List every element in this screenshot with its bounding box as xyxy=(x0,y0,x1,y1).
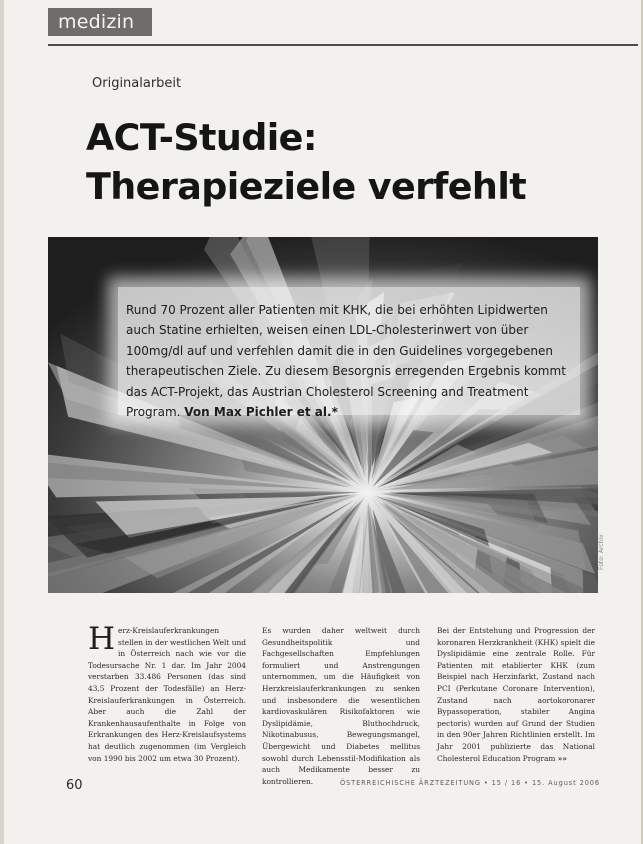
column-2-text: Es wurden daher weltweit durch Gesundheitspolitik und Fachgesellschaften Empfehlungen formuliert und Anstrengungen unternommen, um die Häufigkeit von Herzkreislauferkrankungen zu senken und insbesondere die wesentlichen kardiovaskulären Risikofaktoren wie Dyslipidämie, Bluthochdruck, Nikotinabusus, Bewegungsmangel, Übergewicht und Diabetes mellitus sowohl durch Lebensstil-Modifikation als auch Medikamente besser zu kontrollieren. xyxy=(262,626,420,786)
lead-author: Von Max Pichler et al.* xyxy=(184,405,338,420)
column-1-text: erz-Kreislauferkrankungen stellen in der westlichen Welt und in Österreich nach wie vor die Todesursache Nr. 1 dar. Im Jahr 2004 verstarben 33.486 Personen (das sind 43,5 Prozent der Todesfälle) an Herz-Kreislauferkrankungen in Österreich. Aber auch die Zahl der Krankenhausaufenthalte in Folge von Erkrankungen des Herz-Kreislaufsystems hat deutlich zugenommen (im Vergleich von 1990 bis 2002 um etwa 30 Prozent). xyxy=(88,626,246,763)
column-3-text: Bei der Entstehung und Progression der koronaren Herzkrankheit (KHK) spielt die Dyslipidämie eine zentrale Rolle. Für Patienten mit etablierter KHK (zum Beispiel nach Herzinfarkt, Zustand nach PCI (Perkutane Coronare Intervention), Zustand nach aortokoronarer Bypassoperation, stabiler Angina pectoris) wurden auf Grund der Studien in den 90er Jahren Richtlinien erstellt. Im Jahr 2001 publizierte das National Cholesterol Education Program xyxy=(437,626,595,763)
article-kicker: Originalarbeit xyxy=(92,76,182,91)
continue-arrow-icon: »» xyxy=(557,753,568,763)
page-edge-left xyxy=(0,0,4,844)
body-column-3 xyxy=(437,625,595,764)
page-number: 60 xyxy=(66,778,83,793)
top-rule xyxy=(48,44,638,46)
article-headline xyxy=(86,113,606,211)
lead-paragraph xyxy=(126,300,580,422)
headline-line-1: ACT-Studie: xyxy=(86,116,317,159)
drop-cap: H xyxy=(88,621,116,657)
body-column-2 xyxy=(262,625,420,787)
body-column-1 xyxy=(88,621,246,764)
headline-line-2: Therapieziele verfehlt xyxy=(86,165,527,208)
footer-source: ÖSTERREICHISCHE ÄRZTEZEITUNG • 15 / 16 • 15. August 2006 xyxy=(340,779,600,787)
photo-credit: Foto: Archiv xyxy=(598,534,605,570)
lead-text: Rund 70 Prozent aller Patienten mit KHK, die bei erhöhten Lipidwerten auch Statine erhielten, weisen einen LDL-Cholesterinwert von über 100mg/dl auf und verfehlen damit die in den Guidelines vorgegebenen therapeutischen Ziele. Zu diesem Besorgnis erregenden Ergebnis kommt das ACT-Projekt, das Austrian Cholesterol Screening and Treatment Program. xyxy=(126,303,566,420)
section-tab[interactable]: medizin xyxy=(48,8,152,36)
